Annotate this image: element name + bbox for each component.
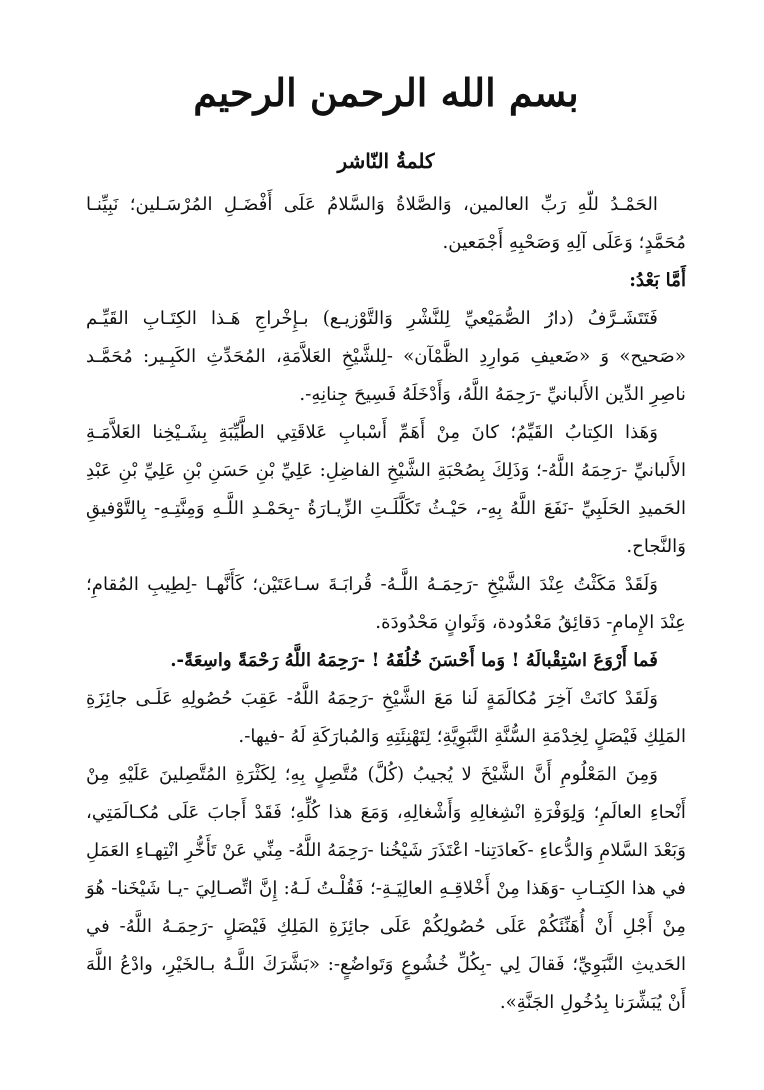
paragraph: أَمَّا بَعْدُ: [629,270,686,291]
paragraph: وَلَقَدْ مَكَثْتُ عِنْدَ الشَّيْخِ -رَحِمَـهُ اللَّـهُ- قُرابَـةَ سـاعَتَيْن؛ كَأَنَّهـا -لِطِيبِ المُقامِ؛ عِنْدَ الإِمامِ- دَقائِقُ مَعْدُودة، وَثَوانٍ مَحْدُودَة. [86,574,686,633]
page-heading: كلمةُ النّاشر [337,149,435,173]
paragraph: الحَمْـدُ للّهِ رَبِّ العالمين، وَالصَّلاةُ وَالسَّلامُ عَلَى أَفْضَـلِ المُرْسَـلين؛ نَبِيِّنـا مُحَمَّدٍ؛ وَعَلَى آلِهِ وَصَحْبِهِ أَجْمَعين. [86,194,686,253]
paragraph: وَمِنَ المَعْلُومِ أَنَّ الشَّيْخَ لا يُجيبُ (كُلَّ) مُتَّصِلٍ بِهِ؛ لِكَثْرَةِ المُتَّصِلينَ عَلَيْهِ مِنْ أَنْحاءِ العالَمِ؛ وَلِوَفْرَةِ انْشِغالِهِ وَأَشْغالِهِ، وَمَعَ هذا كُلِّهِ؛ فَقَدْ أَجابَ عَلَى مُكـالَمَتِي، وَبَعْدَ السَّلامِ وَالدُّعاءِ -كَعادَتِنا- اعْتَذَرَ شَيْخُنا -رَحِمَهُ اللَّهُ- مِنِّي عَنْ تَأَخُّرِ انْتِهـاءِ العَمَلِ في هذا الكِتـابِ -وَهَذا مِنْ أَخْلاقِـهِ العالِيَـةِ-؛ فَقُلْـتُ لَـهُ: إِنَّ اتِّصـالِيَ -يـا شَيْخَنا- هُوَ مِنْ أَجْلِ أَنْ أُهَنِّئَكُمْ عَلَى حُصُولِكُمْ عَلَى جائِزَةِ المَلِكِ فَيْصَلٍ -رَحِمَـهُ اللَّهُ- في الحَديثِ النَّبَوِيِّ؛ فَقالَ لِي -بِكُلِّ خُشُوعٍ وَتَواضُعٍ-: «بَشَّرَكَ اللَّـهُ بـالخَيْرِ، وادْعُ اللَّهَ أَنْ يُبَشِّرَنا بِدُخُولِ الجَنَّةِ». [85,764,686,1013]
paragraph: وَلَقَدْ كانَتْ آخِرَ مُكالَمَةٍ لَنا مَعَ الشَّيْخِ -رَحِمَهُ اللَّهُ- عَقِبَ حُصُولِهِ عَلَـى جائِزَةِ المَلِكِ فَيْصَلٍ لِخِدْمَةِ السُّنَّةِ النَّبَوِيَّةِ؛ لِتَهْنِئَتِهِ وَالمُبارَكَةِ لَهُ -فيها-. [86,688,686,747]
document-page [86,58,686,1022]
document-body [86,186,686,1022]
basmala-calligraphy: بسم الله الرحمن الرحيم [193,70,579,115]
paragraph: فَتَتَشَـرَّفُ (دارُ الصُّمَيْعيِّ لِلنَّشْرِ وَالتَّوْزيـع) بـإِخْراجِ هَـذا الكِتَـابِ القَيِّـم «صَحيح» وَ «ضَعيفِ مَوارِدِ الظَّمْآن» -لِلشَّيْخِ العَلاَّمَةِ، المُحَدِّثِ الكَبِـير: مُحَمَّـد ناصِرِ الدِّين الأَلبانيِّ -رَحِمَهُ اللَّهُ، وَأَدْخَلَهُ فَسِيحَ جِنانِهِ-. [86,308,686,405]
paragraph: فَما أَرْوَعَ اسْتِقْبالَهُ ! وَما أَحْسَنَ خُلُقَهُ ! -رَحِمَهُ اللَّهُ رَحْمَةً واسِعَةً-. [170,650,658,671]
paragraph: وَهَذا الكِتابُ القَيِّمُ؛ كانَ مِنْ أَهَمِّ أَسْبابِ عَلاقَتِي الطَّيِّبَةِ بِشَـيْخِنا العَلاَّمَـةِ الأَلبانيِّ -رَحِمَهُ اللَّهُ-؛ وَذَلِكَ بِصُحْبَةِ الشَّيْخِ الفاضِلِ: عَلِيِّ بْنِ حَسَنِ بْنِ عَلِيِّ بْنِ عَبْدِ الحَميدِ الحَلَبِيِّ -نَفَعَ اللَّهُ بِهِ-، حَيْـثُ تَكَلَّلَـتِ الزِّيـارَةُ -بِحَمْـدِ اللَّـهِ وَمِنَّتِـهِ- بِالتَّوْفيقِ وَالنَّجاح. [86,422,686,557]
